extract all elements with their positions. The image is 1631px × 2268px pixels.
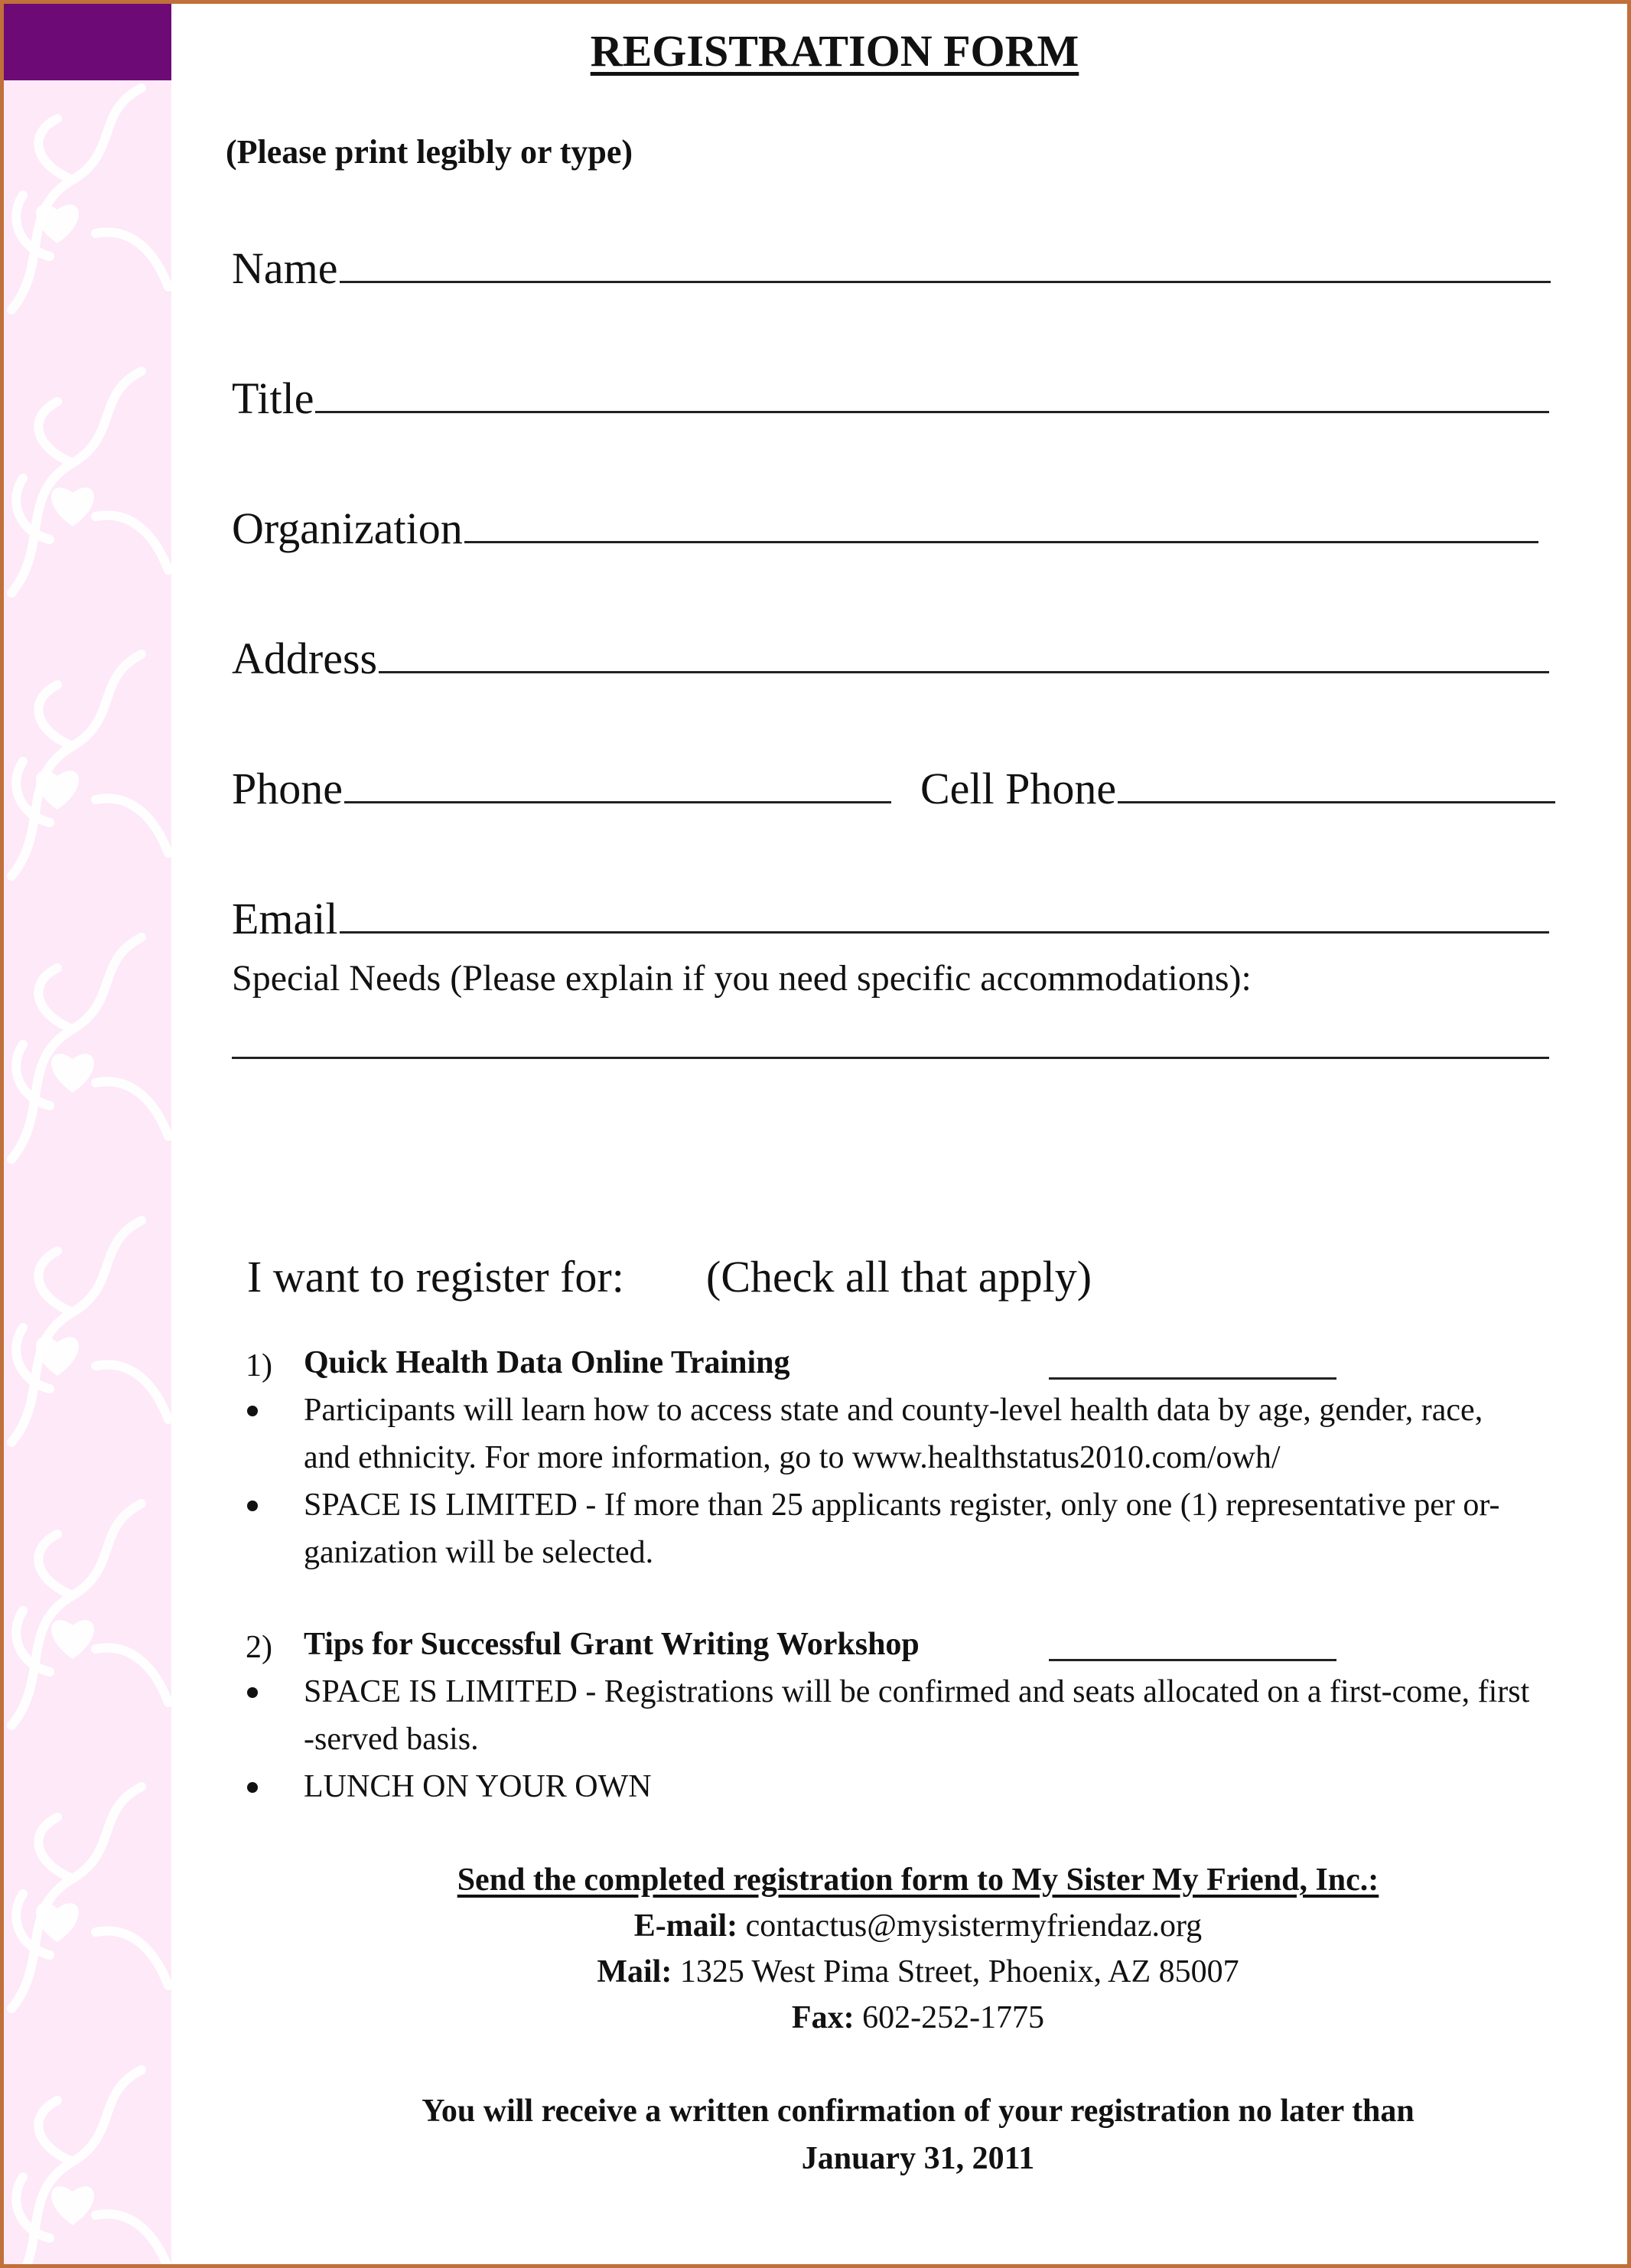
- confirmation-line-1: You will receive a written confirmation of your registration no later than: [422, 2094, 1415, 2129]
- contact-email-label: E-mail:: [633, 1908, 738, 1944]
- organization-field[interactable]: [232, 503, 1538, 554]
- item-1-bullet-1: Participants will learn how to access state and county-level health data by age, gender, race,: [304, 1393, 1483, 1428]
- check-all-note: (Check all that apply): [706, 1252, 1092, 1302]
- item-2-check-line[interactable]: [1049, 1659, 1336, 1661]
- address-label: Address: [232, 634, 378, 683]
- title-input-line[interactable]: [315, 411, 1549, 413]
- address-field[interactable]: [232, 633, 1549, 684]
- cell-phone-label: Cell Phone: [920, 764, 1117, 813]
- item-1-check-line[interactable]: [1049, 1377, 1336, 1380]
- name-input-line[interactable]: [340, 281, 1551, 283]
- item-1-bullet-2-cont: ganization will be selected.: [304, 1535, 654, 1570]
- contact-email-value[interactable]: contactus@mysistermyfriendaz.org: [737, 1908, 1203, 1944]
- cell-phone-field[interactable]: [920, 763, 1555, 814]
- bullet-icon: [247, 1406, 258, 1416]
- email-label: Email: [232, 894, 338, 943]
- item-2-number: 2): [246, 1630, 272, 1665]
- item-1-title: Quick Health Data Online Training: [304, 1345, 790, 1380]
- decorative-sidebar: [4, 4, 171, 2264]
- email-field[interactable]: [232, 893, 1549, 944]
- contact-fax-label: Fax:: [791, 2000, 855, 2035]
- bullet-icon: [247, 1501, 258, 1511]
- contact-fax-line: [171, 1999, 1631, 2036]
- phone-field[interactable]: [232, 763, 891, 814]
- phone-label: Phone: [232, 764, 343, 813]
- item-2-title: Tips for Successful Grant Writing Workshop: [304, 1627, 920, 1662]
- special-needs-input-line[interactable]: [232, 1057, 1549, 1059]
- send-form-heading: Send the completed registration form to My Sister My Friend, Inc.:: [457, 1862, 1379, 1898]
- form-title: REGISTRATION FORM: [590, 26, 1079, 76]
- item-2-bullet-1: SPACE IS LIMITED - Registrations will be confirmed and seats allocated on a first-come, first: [304, 1674, 1530, 1709]
- organization-label: Organization: [232, 503, 463, 553]
- confirmation-date: January 31, 2011: [801, 2141, 1035, 2176]
- form-subtitle: (Please print legibly or type): [226, 133, 633, 171]
- register-heading: I want to register for:: [247, 1252, 624, 1302]
- item-1-number: 1): [246, 1348, 272, 1383]
- phone-input-line[interactable]: [344, 801, 891, 803]
- item-1-bullet-2: SPACE IS LIMITED - If more than 25 applicants register, only one (1) representative per or-: [304, 1488, 1500, 1523]
- item-2-bullet-1-cont: -served basis.: [304, 1722, 479, 1757]
- cell-phone-input-line[interactable]: [1118, 801, 1555, 803]
- title-label: Title: [232, 373, 314, 423]
- floral-ornament-icon: [4, 80, 171, 2264]
- address-input-line[interactable]: [379, 671, 1549, 673]
- contact-mail-label: Mail:: [597, 1954, 672, 1989]
- contact-email-line: [171, 1908, 1631, 1944]
- name-label: Name: [232, 243, 338, 293]
- contact-fax-value: 602-252-1775: [854, 2000, 1045, 2035]
- bullet-icon: [247, 1687, 258, 1698]
- special-needs-label: Special Needs (Please explain if you need specific accommodations):: [232, 958, 1252, 999]
- bullet-icon: [247, 1782, 258, 1793]
- contact-mail-value: 1325 West Pima Street, Phoenix, AZ 85007: [672, 1954, 1239, 1989]
- contact-mail-line: [171, 1954, 1631, 1990]
- item-1-bullet-1-cont: and ethnicity. For more information, go to www.healthstatus2010.com/owh/: [304, 1440, 1281, 1475]
- title-field[interactable]: [232, 373, 1549, 424]
- item-2-bullet-2: LUNCH ON YOUR OWN: [304, 1769, 652, 1804]
- organization-input-line[interactable]: [464, 541, 1538, 543]
- email-input-line[interactable]: [340, 931, 1549, 934]
- name-field[interactable]: [232, 243, 1551, 294]
